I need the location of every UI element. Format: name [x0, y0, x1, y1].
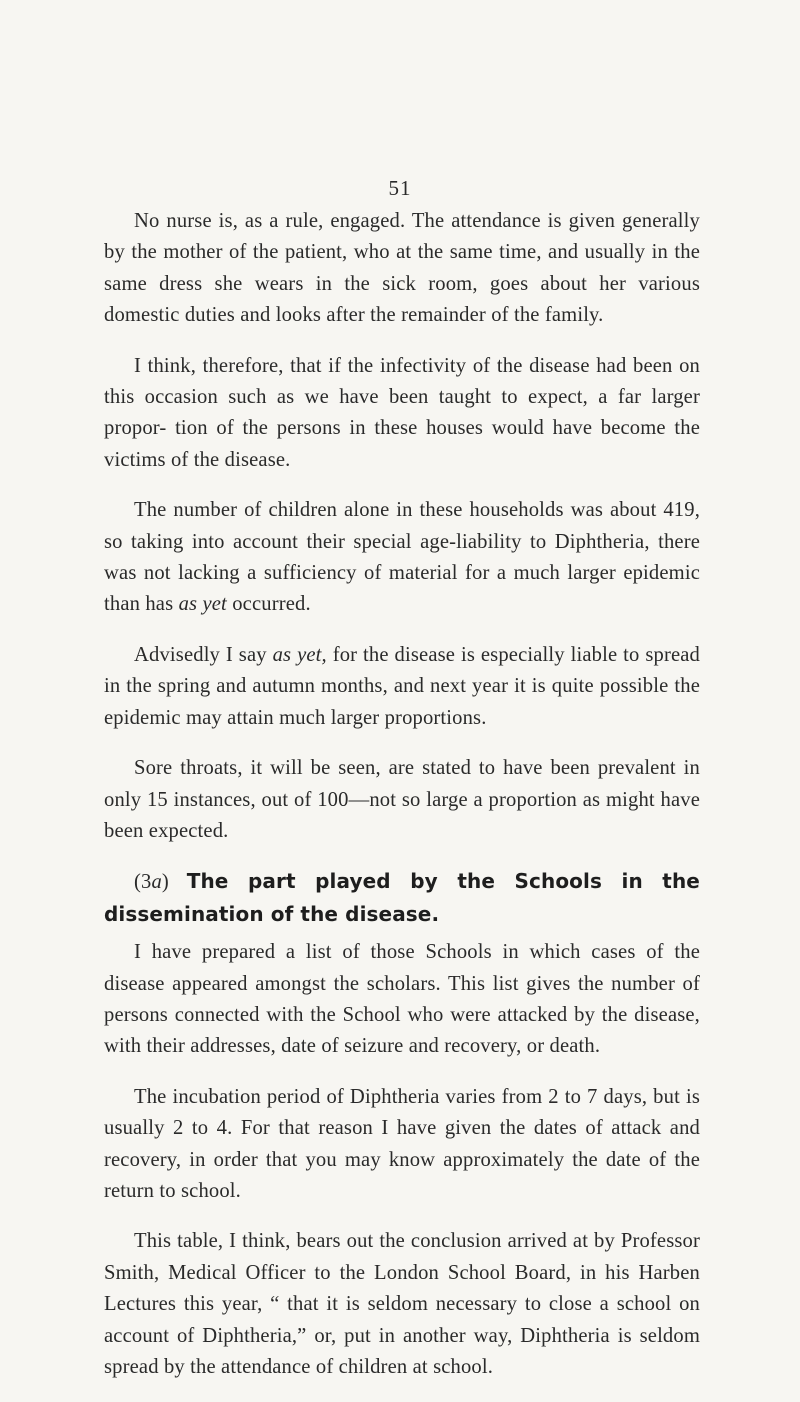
section-title: The part played by the Schools in the dissemination of the disease.	[104, 869, 700, 926]
paragraph-text: Advisedly I say	[134, 643, 273, 666]
paragraph-advisedly	[104, 640, 700, 734]
italic-phrase: as yet	[178, 593, 227, 616]
paragraph-infectivity: I think, therefore, that if the infectivity of the disease had been on this occasion such as we have been taught to expect, a far larger propor- tion of the persons in these houses would have become the victims of the disease.	[104, 354, 700, 471]
page-number: 51	[388, 176, 412, 200]
section-number: (3a)	[134, 871, 169, 894]
paragraph-schools-list: I have prepared a list of those Schools in which cases of the disease appeared amongst the scholars. This list gives the number of persons connected with the School who were attacked by the disease, with their addresses, date of seizure and recovery, or death.	[104, 941, 700, 1058]
paragraph-children-number	[104, 495, 700, 621]
paragraph-incubation: The incubation period of Diphtheria varies from 2 to 7 days, but is usually 2 to 4. For that reason I have given the dates of attack and recovery, in order that you may know approximately the date of the return to school.	[104, 1085, 700, 1202]
paragraph-text: The number of children alone in these households was about 419, so taking into account their special age-liability to Diphtheria, there was not lacking a sufficiency of material for a much larger epidemic than has	[104, 499, 700, 616]
paragraph-harben-lectures: This table, I think, bears out the conclusion arrived at by Professor Smith, Medical Officer to the London School Board, in his Harben Lectures this year, “ that it is seldom necessary to close a school on account of Diphtheria,” or, put in another way, Diphtheria is seldom spread by the attendance of children at school.	[104, 1230, 700, 1378]
body-text	[104, 206, 700, 1402]
paragraph-nurse-attendance: No nurse is, as a rule, engaged. The attendance is given generally by the mother of the patient, who at the same time, and usually in the same dress she wears in the sick room, goes about her various domestic duties and looks after the remainder of the family.	[104, 210, 700, 327]
paragraph-text: for the disease is especially liable to spread in the spring and autumn months, and next year it is quite possible the epidemic may attain much larger proportions.	[104, 643, 700, 729]
paragraph-sore-throats: Sore throats, it will be seen, are stated to have been prevalent in only 15 instances, out of 100—not so large a proportion as might have been expected.	[104, 757, 700, 842]
section-heading	[104, 866, 700, 931]
paragraph-text: occurred.	[226, 593, 311, 616]
italic-phrase: as yet,	[272, 643, 327, 666]
